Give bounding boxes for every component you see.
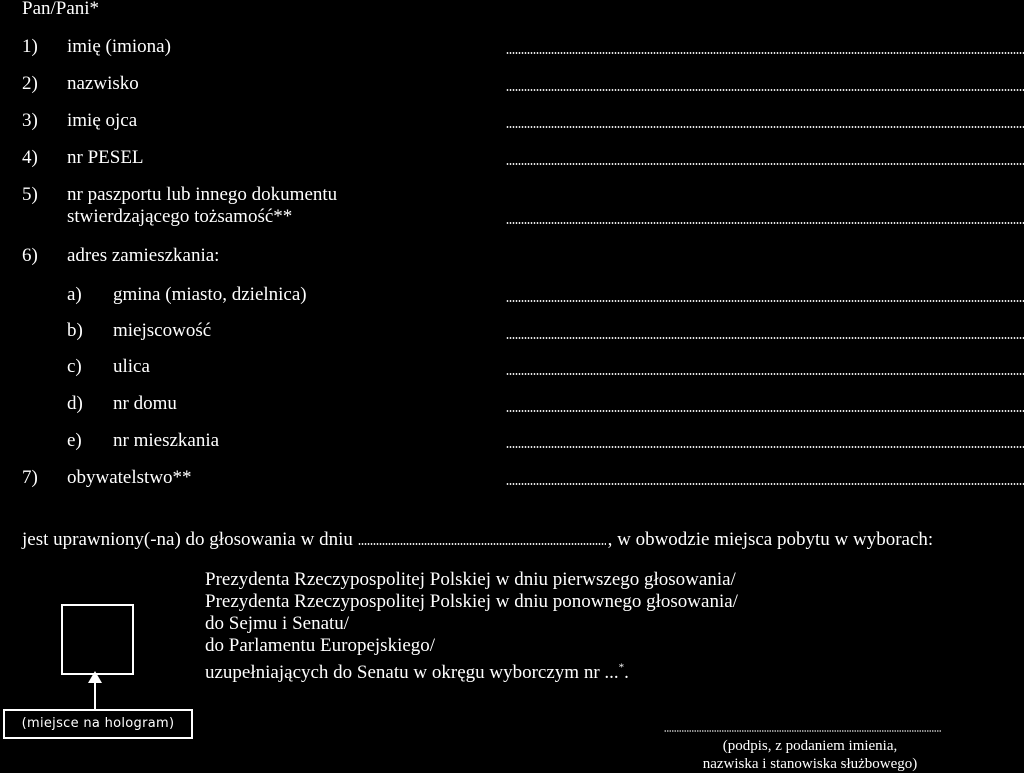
item-number: 6)	[22, 245, 38, 266]
fathers-name-field[interactable]	[506, 126, 1024, 128]
arrow-shaft	[94, 680, 96, 710]
item-number: 4)	[22, 147, 38, 168]
address-letter: a)	[67, 284, 82, 305]
street-field[interactable]	[506, 373, 1024, 375]
form-header: Pan/Pani*	[22, 0, 100, 19]
apartment-number-label: nr mieszkania	[113, 430, 220, 451]
declaration-suffix: , w obwodzie miejsca pobytu w wyborach:	[607, 529, 934, 550]
house-number-label: nr domu	[113, 393, 177, 414]
surname-field[interactable]	[506, 89, 1024, 91]
election-option-senate-by-election	[205, 662, 629, 684]
item-number: 7)	[22, 467, 38, 488]
first-name-field[interactable]	[506, 52, 1024, 54]
id-document-label-line2: stwierdzającego tożsamość**	[67, 206, 293, 227]
signature-field[interactable]	[664, 730, 942, 732]
signature-caption-line1: (podpis, z podaniem imienia,	[722, 738, 898, 754]
house-number-field[interactable]	[506, 410, 1024, 412]
pesel-label: nr PESEL	[67, 147, 144, 168]
pesel-field[interactable]	[506, 163, 1024, 165]
item-number: 3)	[22, 110, 38, 131]
citizenship-field[interactable]	[506, 483, 1024, 485]
item-number: 5)	[22, 184, 38, 205]
election-option-president-second: Prezydenta Rzeczypospolitej Polskiej w dniu ponownego głosowania/	[205, 591, 738, 612]
election-date-field[interactable]	[358, 543, 606, 545]
item-number: 2)	[22, 73, 38, 94]
first-name-label: imię (imiona)	[67, 36, 171, 57]
street-label: ulica	[113, 356, 150, 377]
hologram-label: (miejsce na hologram)	[3, 709, 193, 739]
municipality-field[interactable]	[506, 300, 1024, 302]
footnote-marker: *	[618, 661, 625, 674]
declaration-line	[22, 529, 933, 551]
by-election-text: uzupełniających do Senatu w okręgu wyborczym nr ...	[205, 662, 619, 683]
id-document-field[interactable]	[506, 222, 1024, 224]
municipality-label: gmina (miasto, dzielnica)	[113, 284, 307, 305]
address-letter: e)	[67, 430, 82, 451]
id-document-label-line1: nr paszportu lub innego dokumentu	[67, 184, 338, 205]
apartment-number-field[interactable]	[506, 446, 1024, 448]
item-number: 1)	[22, 36, 38, 57]
citizenship-label: obywatelstwo**	[67, 467, 192, 488]
election-option-european-parliament: do Parlamentu Europejskiego/	[205, 635, 436, 656]
declaration-prefix: jest uprawniony(-na) do głosowania w dniu	[22, 529, 353, 550]
address-label: adres zamieszkania:	[67, 245, 220, 266]
election-option-sejm-senate: do Sejmu i Senatu/	[205, 613, 350, 634]
hologram-placeholder-box	[61, 604, 134, 675]
signature-caption-line2: nazwiska i stanowiska służbowego)	[702, 756, 918, 772]
address-letter: d)	[67, 393, 83, 414]
locality-label: miejscowość	[113, 320, 212, 341]
election-option-president-first: Prezydenta Rzeczypospolitej Polskiej w dniu pierwszego głosowania/	[205, 569, 736, 590]
surname-label: nazwisko	[67, 73, 139, 94]
address-letter: b)	[67, 320, 83, 341]
locality-field[interactable]	[506, 337, 1024, 339]
by-election-end: .	[624, 662, 629, 683]
address-letter: c)	[67, 356, 82, 377]
fathers-name-label: imię ojca	[67, 110, 138, 131]
